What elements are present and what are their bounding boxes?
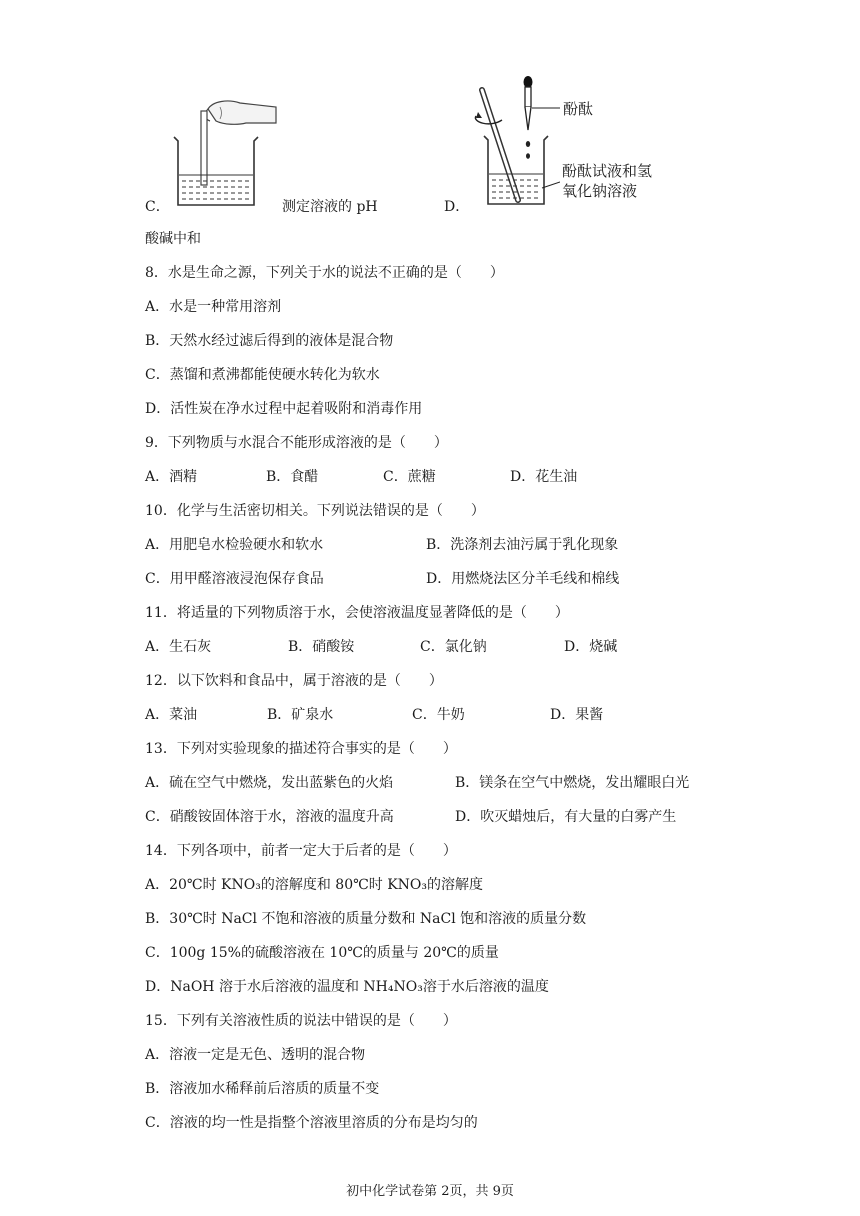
option-d-caption: 酸碱中和 — [145, 231, 201, 247]
question-15-stem: 15．下列有关溶液性质的说法中错误的是（ ） — [145, 1013, 457, 1029]
q9-option-a: A．酒精 — [145, 469, 198, 485]
q14-option-a: A．20℃时 KNO₃的溶解度和 80℃时 KNO₃的溶解度 — [145, 877, 484, 893]
q8-option-b: B．天然水经过滤后得到的液体是混合物 — [145, 333, 394, 349]
q14-option-b: B．30℃时 NaCl 不饱和溶液的质量分数和 NaCl 饱和溶液的质量分数 — [145, 911, 587, 927]
question-12-stem: 12．以下饮料和食品中，属于溶液的是（ ） — [145, 673, 443, 689]
q13-option-b: B．镁条在空气中燃烧，发出耀眼白光 — [455, 775, 690, 791]
q8-option-d: D．活性炭在净水过程中起着吸附和消毒作用 — [145, 401, 423, 417]
q11-option-a: A．生石灰 — [145, 639, 212, 655]
neutralization-figure — [470, 72, 560, 212]
question-9-stem: 9．下列物质与水混合不能形成溶液的是（ ） — [145, 435, 448, 451]
question-13-stem: 13．下列对实验现象的描述符合事实的是（ ） — [145, 741, 457, 757]
q10-option-b: B．洗涤剂去油污属于乳化现象 — [426, 537, 619, 553]
label-solution-line1: 酚酞试液和氢 — [562, 162, 653, 180]
q9-option-d: D．花生油 — [510, 469, 578, 485]
q14-option-d: D．NaOH 溶于水后溶液的温度和 NH₄NO₃溶于水后溶液的温度 — [145, 979, 549, 995]
q11-option-b: B．硝酸铵 — [288, 639, 355, 655]
q13-option-c: C．硝酸铵固体溶于水，溶液的温度升高 — [145, 809, 394, 825]
q11-option-d: D．烧碱 — [564, 639, 618, 655]
q8-option-c: C．蒸馏和煮沸都能使硬水转化为软水 — [145, 367, 380, 383]
beaker-glass-rod-icon — [168, 95, 278, 215]
ph-test-figure — [168, 95, 278, 215]
question-10-stem: 10．化学与生活密切相关。下列说法错误的是（ ） — [145, 503, 485, 519]
option-d-letter: D． — [444, 199, 470, 215]
q8-option-a: A．水是一种常用溶剂 — [145, 299, 282, 315]
q14-option-c: C．100g 15%的硫酸溶液在 10℃的质量与 20℃的质量 — [145, 945, 499, 961]
q11-option-c: C．氯化钠 — [420, 639, 487, 655]
q10-option-c: C．用甲醛溶液浸泡保存食品 — [145, 571, 324, 587]
option-c-letter: C． — [145, 199, 170, 215]
q15-option-c: C．溶液的均一性是指整个溶液里溶质的分布是均匀的 — [145, 1115, 478, 1131]
beaker-dropper-rod-icon — [470, 72, 560, 212]
page-footer: 初中化学试卷第 2页，共 9页 — [346, 1184, 514, 1199]
q9-option-b: B．食醋 — [266, 469, 319, 485]
q13-option-d: D．吹灭蜡烛后，有大量的白雾产生 — [455, 809, 677, 825]
question-14-stem: 14．下列各项中，前者一定大于后者的是（ ） — [145, 843, 457, 859]
q10-option-a: A．用肥皂水检验硬水和软水 — [145, 537, 324, 553]
question-11-stem: 11．将适量的下列物质溶于水，会使溶液温度显著降低的是（ ） — [145, 605, 569, 621]
q12-option-a: A．菜油 — [145, 707, 198, 723]
q12-option-c: C．牛奶 — [412, 707, 465, 723]
q12-option-b: B．矿泉水 — [267, 707, 334, 723]
q10-option-d: D．用燃烧法区分羊毛线和棉线 — [426, 571, 620, 587]
q9-option-c: C．蔗糖 — [383, 469, 436, 485]
question-8-stem: 8．水是生命之源，下列关于水的说法不正确的是（ ） — [145, 265, 504, 281]
q13-option-a: A．硫在空气中燃烧，发出蓝紫色的火焰 — [145, 775, 394, 791]
label-phenolphthalein: 酚酞 — [563, 100, 594, 118]
q15-option-a: A．溶液一定是无色、透明的混合物 — [145, 1047, 366, 1063]
q15-option-b: B．溶液加水稀释前后溶质的质量不变 — [145, 1081, 380, 1097]
option-c-caption: 测定溶液的 pH — [282, 199, 378, 215]
label-solution-line2: 氧化钠溶液 — [562, 182, 638, 200]
q12-option-d: D．果酱 — [550, 707, 604, 723]
